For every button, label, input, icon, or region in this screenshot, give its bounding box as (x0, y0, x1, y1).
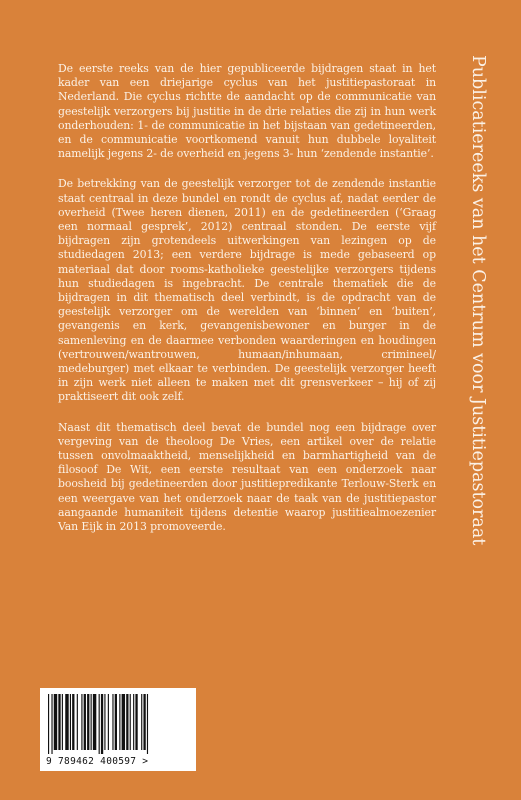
series-title-vertical: Publicatiereeks van het Centrum voor Justitiepastoraat (468, 55, 488, 546)
back-cover-blurb (58, 62, 436, 550)
barcode-digits: 9 789462 400597 > (46, 756, 149, 767)
barcode-bars (46, 694, 190, 754)
blurb-paragraph-3: Naast dit thematisch deel bevat de bundel nog een bijdrage over vergeving van de theoloog De Vries, een artikel over de relatie tussen onvolmaaktheid, menselijkheid en barmhartigheid van de filosoof De Wit, een eerste resultaat van een onderzoek naar boosheid bij gedetineerden door justitiepredikante Terlouw-Sterk en een weergave van het onderzoek naar de taak van de justitiepastor aangaande humaniteit tijdens detentie waarop justitiealmoezenier Van Eijk in 2013 promoveerde. (58, 420, 436, 534)
blurb-paragraph-1: De eerste reeks van de hier gepubliceerde bijdragen staat in het kader van een driejarige cyclus van het justitiepastoraat in Nederland. Die cyclus richtte de aandacht op de communicatie van geestelijk verzorgers bij justitie in de drie relaties die zij in hun werk onderhouden: 1- de communicatie in het bijstaan van gedetineerden, en de communicatie voortkomend vanuit hun dubbele loyaliteit namelijk jegens 2- de overheid en jegens 3- hun ‘zendende instantie’. (58, 62, 436, 161)
isbn-barcode (40, 688, 196, 771)
blurb-paragraph-2: De betrekking van de geestelijk verzorger tot de zendende instantie staat centraal in deze bundel en rondt de cyclus af, nadat eerder de overheid (Twee heren dienen, 2011) en de gedetineerden (‘Graag een normaal gesprek’, 2012) centraal stonden. De eerste vijf bijdragen zijn grotendeels uitwerkingen van lezingen op de studiedagen 2013; een verdere bijdrage is mede gebaseerd op materiaal dat door rooms-katholieke geestelijke verzorgers tijdens hun studiedagen is ingebracht. De centrale thematiek die de bijdragen in dit thematisch deel verbindt, is de opdracht van de geestelijk verzorger om de werelden van ‘binnen’ en ‘buiten’, gevangenis en kerk, gevangenisbewoner en burger in de samenleving en de daarmee verbonden waarderingen en houdingen (vertrouwen/wantrouwen, humaan/inhumaan, crimineel/ medeburger) met elkaar te verbinden. De geestelijk verzorger heeft in zijn werk niet alleen te maken met dit grensverkeer – hij of zij praktiseert dit ook zelf. (58, 177, 436, 404)
